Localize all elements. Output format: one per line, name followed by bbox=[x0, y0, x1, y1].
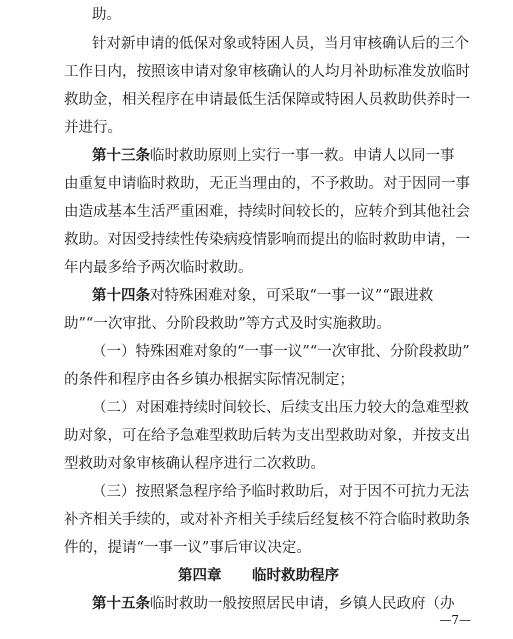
text-run: 临时救助一般按照居民申请，乡镇人民政府（办 bbox=[150, 596, 455, 612]
text-line bbox=[0, 169, 513, 199]
text-run: 并进行。 bbox=[64, 120, 122, 136]
text-run: 助”“一次审批、分阶段救助”等方式及时实施救助。 bbox=[64, 316, 391, 332]
text-run: 的条件和程序由各乡镇办根据实际情况制定； bbox=[64, 372, 354, 388]
text-run: 型救助对象审核确认程序进行二次救助。 bbox=[64, 456, 325, 472]
text-run: 补齐相关手续的，或对补齐相关手续后经复核不符合临时救助条 bbox=[64, 512, 470, 528]
text-run: （一）特殊困难对象的“一事一议”“一次审批、分阶段救助” bbox=[92, 344, 470, 360]
text-run: （二）对困难持续时间较长、后续支出压力较大的急难型救 bbox=[92, 400, 469, 416]
paragraph-first-line bbox=[0, 29, 513, 59]
article-14-label: 第十四条 bbox=[92, 288, 150, 304]
text-run: 救助金，相关程序在申请最低生活保障或特困人员救助供养时一 bbox=[64, 92, 470, 108]
text-line bbox=[0, 225, 513, 255]
page-number: —7— bbox=[439, 613, 471, 627]
text-run: （三）按照紧急程序给予临时救助后，对于因不可抗力无法 bbox=[92, 484, 469, 500]
article-14-first-line bbox=[0, 281, 513, 311]
item-1-first-line bbox=[0, 337, 513, 367]
chapter-title: 临时救助程序 bbox=[252, 568, 339, 584]
text-run: 由造成基本生活严重困难，持续时间较长的，应转介到其他社会 bbox=[64, 204, 470, 220]
text-line bbox=[0, 365, 513, 395]
text-run: 年内最多给予两次临时救助。 bbox=[64, 260, 253, 276]
text-line bbox=[0, 253, 513, 283]
article-15-first-line bbox=[0, 589, 513, 619]
text-run: 工作日内，按照该申请对象审核确认的人均月补助标准发放临时 bbox=[64, 64, 470, 80]
text-line bbox=[0, 309, 513, 339]
text-run: 助。 bbox=[92, 7, 121, 23]
article-13-first-line bbox=[0, 141, 513, 171]
item-3-first-line bbox=[0, 477, 513, 507]
text-line bbox=[0, 421, 513, 451]
text-run: 对特殊困难对象，可采取“一事一议”“跟进救 bbox=[150, 288, 434, 304]
item-2-first-line bbox=[0, 393, 513, 423]
text-run: 针对新申请的低保对象或特困人员，当月审核确认后的三个 bbox=[92, 36, 469, 52]
text-line bbox=[0, 505, 513, 535]
article-13-label: 第十三条 bbox=[92, 148, 150, 164]
text-line bbox=[0, 0, 513, 30]
text-run: 救助。对因受持续性传染病疫情影响而提出的临时救助申请，一 bbox=[64, 232, 470, 248]
text-line bbox=[0, 533, 513, 563]
text-run: 助对象，可在给予急难型救助后转为支出型救助对象，并按支出 bbox=[64, 428, 470, 444]
text-line bbox=[0, 57, 513, 87]
text-run: 临时救助原则上实行一事一救。申请人以同一事 bbox=[150, 148, 455, 164]
text-line bbox=[0, 197, 513, 227]
text-run: 由重复申请临时救助，无正当理由的，不予救助。对于因同一事 bbox=[64, 176, 470, 192]
text-line bbox=[0, 85, 513, 115]
text-line bbox=[0, 113, 513, 143]
text-line bbox=[0, 449, 513, 479]
article-15-label: 第十五条 bbox=[92, 596, 150, 612]
chapter-number: 第四章 bbox=[178, 568, 222, 584]
text-run: 件的，提请“一事一议”事后审议决定。 bbox=[64, 540, 311, 556]
chapter-heading bbox=[0, 561, 513, 591]
